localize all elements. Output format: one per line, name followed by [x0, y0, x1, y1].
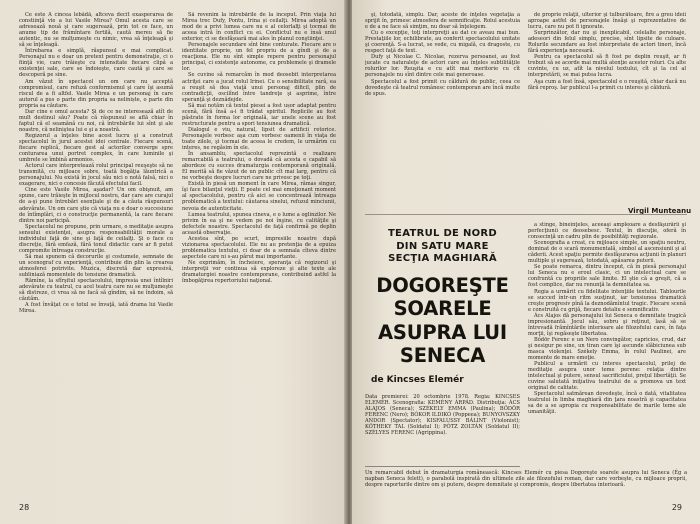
- left-column-2: [182, 12, 336, 490]
- right-top-column-2: [528, 12, 686, 202]
- article-headline: [365, 274, 520, 368]
- paragraph: Întrebarea e simplă, răspunsul e mai complicat. Personajul nu e doar un pretext pentru demonstraţie, ci o fiinţă vie, care trăieşte cu intensitate fiecare clipă a existenţei sale, care se îndoieşte, care caută şi care se descoperă pe sine.: [19, 48, 173, 79]
- paragraph: Actorul care interpretează rolul principal reuşeşte să ne transmită, cu mijloace sobre, toată bogăţia lăuntrică a personajului. Nu există în jocul său nici o notă falsă, nici o exagerare, nici o concesie făcută efectului facil.: [19, 163, 173, 188]
- paragraph: Publicul a urmărit cu interes spectacolul, prilej de meditaţie asupra unor teme perene: relaţia dintre intelectual şi putere, sensul sacrificiului, preţul libertăţii. Se cuvine salutată iniţiativa teatrului de a promova un text original de calitate.: [528, 361, 686, 392]
- paragraph: Pentru ca spectacolul să fi fost pe deplin reuşit, ar fi trebuit să se acorde mai multă atenţie acestor roluri. Cu alte cuvinte, cu uz, atît la nivelul textului, cît şi la cel al interpretării, se mai putea lucra.: [528, 54, 686, 79]
- page-number-left: 28: [19, 503, 30, 512]
- paragraph: şi, totodată, simplu. Dar, aceste de înţeles vegetaţia a sprijit în, primesc atmosfera de semnificaţie. Rolul acestuia e de a ne face să simţim, nu doar să înţelegem.: [365, 12, 520, 31]
- paragraph: Lumea teatrului, spunea cineva, e o lume a oglinzilor. Ne privim în ea şi ne vedem pe noi înşine, cu calităţile şi defectele noastre. Spectacolul de faţă confirmă pe deplin această observaţie.: [182, 211, 336, 236]
- paragraph: Există în piesă un moment în care Mirea, rămas singur, îşi face bilanţul vieţii. E poate cel mai emoţionant moment al spectacolului, pentru că aici se concentrează întreaga problematică a textului: căutarea sinelui, refuzul minciunii, nevoia de autenticitate.: [182, 181, 336, 212]
- article-lead: Un remarcabil debut în dramaturgia românească: Kincses Elemér cu piesa Dogoreşte soarele asupra lui Seneca (Ég a napban Seneca felett), o parabolă inspirată din ultimele zile ale filozofului roman, dar care vorbeşte, cu mijloace proprii, despre raporturile dintre om şi putere, despre demnitate şi compromis, despre libertatea interioară.: [365, 470, 687, 489]
- paragraph: Surprinzător, dar nu şi inexplicabil, celelalte personaje, adeseori din felul simplu, precise, sînt lipsite de culoare. Rolurile secundare au fost interpretate de actori tineri, încă fără experienţa necesară.: [528, 30, 686, 55]
- right-top-column-1: [365, 12, 520, 172]
- paragraph: Aşa cum a fost însă, spectacolul e o reuşită, chiar dacă nu fără reproş. Iar publicul l-a primit cu interes şi căldură.: [528, 78, 686, 91]
- paragraph: Regia a urmărit cu fidelitate intenţiile textului. Tablourile se succed într-un ritm susţinut, iar tensiunea dramatică creşte progresiv pînă la deznodămîntul tragic. Fiecare scenă e construită cu grijă, fiecare detaliu e semnificativ.: [528, 288, 686, 313]
- paragraph: Bődör Ferenc e un Nero convingător, capricios, crud, dar şi nesigur pe sine, un tiran care îşi ascunde slăbiciunea sub masca violenţei. Székely Emma, în rolul Paulinei, are momente de mare emoţie.: [528, 336, 686, 362]
- kicker-line: SECŢIA MAGHIARĂ: [388, 253, 497, 264]
- paragraph: Scenografia a creat, cu mijloace simple, un spaţiu neutru, dominat de o scară monumentală, simbol al ascensiunii şi al căderii. Acest spaţiu permite desfăşurarea acţiunii în planuri multiple şi sugerează, totodată, apăsarea puterii.: [528, 240, 686, 265]
- kicker-line: TEATRUL DE NORD: [387, 228, 498, 239]
- paragraph: Ne exprimăm, în încheiere, speranţa că regizorul şi interpreţii vor continua să exploreze şi alte texte ale dramaturgiei noastre contemporane, contribuind astfel la îmbogăţirea repertoriului naţional.: [182, 259, 336, 285]
- kicker-line: DIN SATU MARE: [396, 240, 489, 252]
- paragraph: Să mai spunem că decorurile şi costumele, semnate de un scenograf cu experienţă, contribuie din plin la crearea atmosferei potrivite. Muzica, discretă dar expresivă, subliniază momentele de tensiune dramatică.: [19, 253, 173, 279]
- paragraph: Spectacolul a fost primit cu căldură de public, ceea ce dovedeşte că teatrul românesc contemporan are încă multe de spus.: [365, 78, 520, 97]
- paragraph: Rămîne, la sfîrşitul spectacolului, impresia unei întîlniri adevărate cu teatrul, cu acel teatru care nu se mulţumeşte să distreze, ci vrea să ne facă să gîndim, să ne îndoim, să căutăm.: [19, 278, 173, 303]
- paragraph: Să mai notăm că textul piesei a fost ușor adaptat pentru scenă, fără însă a-i fi trădat spiritul. Replicile au fost păstrate în forma lor originală, iar unele scene au fost restructurate pentru a spori tensiunea dramatică.: [182, 102, 336, 127]
- review-signature: Virgil Munteanu: [628, 207, 692, 215]
- paragraph: Să revenim la întrebările de la început. Prin viaţa lui Mirea trec Dufy, Pontu, Irina și ceilalţi. Mirea adoptă un mod de a privi lumea care nu e al celorlalţi şi tocmai de aceea intră în conflict cu ei. Conflictul nu e însă unul exterior, ci se desfăşoară mai ales în planul conştiinţei.: [182, 12, 336, 43]
- paragraph: Dufy şi Nicolae C. Nicolae, rezerva persoanei, au fost jucate cu naturaleţe de actori care au înţeles subtilităţile rolurilor lor. Reuşita e cu atît mai meritorie cu cît personajele nu sînt dintre cele mai generoase.: [365, 54, 520, 79]
- paragraph: Ács Alajos dă personajului lui Seneca o demnitate tragică impresionantă. Jocul său, sobru şi reţinut, lasă să se întrevadă frămîntările interioare ale filozofului care, în faţa morţii, îşi regăseşte libertatea.: [528, 312, 686, 337]
- section-divider: [365, 214, 687, 215]
- theater-kicker: [365, 228, 520, 266]
- left-page: [0, 0, 346, 524]
- paragraph: A fost învăţat ce e totul se învaţă, iată drama lui Vasile Mirea.: [19, 302, 173, 315]
- paragraph: Dialogul e viu, natural, lipsit de artificii retorice. Personajele vorbesc aşa cum vorbesc oamenii în viaţa de toate zilele, şi tocmai de aceea le credem, le urmărim cu interes, ne regăsim în ele.: [182, 126, 336, 152]
- paragraph: Spectacolul satmărean dovedeşte, încă o dată, vitalitatea teatrului în limba maghiară din ţara noastră şi capacitatea sa de a se apropia cu responsabilitate de marile teme ale umanităţii.: [528, 391, 686, 416]
- right-article-column: [528, 222, 686, 466]
- headline-line: DOGOREŞTE: [376, 273, 509, 297]
- left-column-1: [19, 12, 173, 490]
- paragraph: Ce este A cincea lebădă, altceva decît exasperarea de constiinţă vie a lui Vasile Mirea? Omul acesta care se adresează nouă şi care sugerează, prin tot ce face, un anume tip de frămîntare fertilă, caută mereu să fie autentic, nu se mulţumeşte cu nimic, vrea să înţeleagă şi să se înţeleagă.: [19, 12, 173, 49]
- paragraph: Personajele secundare sînt bine conturate. Fiecare are o identitate proprie, un fel propriu de a gîndi şi de a reacţiona. Ele nu sînt simple repere pentru personajul principal, ci existenţe autonome, cu problemele şi dramele lor.: [182, 42, 336, 73]
- paragraph: a stinge, bineînţeles, aceeaşi ampleoare a desfăşurării şi perfecţiunii ce deosebesc. Textul, în discuţie, oferă în consecinţă un cadru plin de posibilităţi regizorale.: [528, 222, 686, 241]
- paragraph: În ansamblu, spectacolul reprezintă o realizare remarcabilă a teatrului, o dovadă că acesta e capabil să abordeze cu succes dramaturgia contemporană originală. El merită să fie văzut de un public cît mai larg, pentru că ne vorbeşte despre lucruri care ne privesc pe toţi.: [182, 151, 336, 182]
- production-credits: Data premierei: 20 octombrie 1978. Regia: KINCSES ELEMÉR. Scenografia: KEMÉNY ÁRPÁD. Distribuţia: ÁCS ALAJOS (Seneca); SZÉKELY EMMA (Paulina); BŐDÖR FERENC (Nero); BÓKOR ILDIKÓ (Poppeea); BUNYOVSZKY ANDOR (Spectator); KISFALUSSY BÁLINT (Violonist); KÖTHEKY TAL (Soldatul I); PÓTZ ZOLTÁN (Soldatul II); SZÉLYES FERENC (Agrippina).: [365, 394, 520, 437]
- paragraph: Se cuvine să remarcăm în mod deosebit interpretarea actriţei care a jucat rolul Irinei. Cu o sensibilitate rară, ea a reuşit să dea viaţă unui personaj dificil, plin de contradicţii, oscilînd între tandreţe şi asprime, între speranţă şi deznădejde.: [182, 72, 336, 103]
- headline-line: SOARELE: [393, 297, 492, 320]
- paragraph: Regizorul a înţeles bine acest lucru şi a construit spectacolul în jurul acestei idei centrale. Fiecare scenă, fiecare replică, fiecare gest al actorilor converge spre conturarea unui portret complex, în care luminile şi umbrele se îmbină armonios.: [19, 132, 173, 164]
- paragraph: Acestea sînt, pe scurt, impresiile noastre după vizionarea spectacolului. Ele nu au pretenţia de a epuiza problematica textului, ci doar de a semnala cîteva dintre aspectele care ni s-au părut mai importante.: [182, 235, 336, 260]
- headline-line: ASUPRA LUI SENECA: [378, 320, 507, 367]
- article-header: [365, 228, 520, 385]
- paragraph: Am văzut în spectacol un om care nu acceptă compromisul, care refuză conformismul şi care îşi asumă riscul de a fi altfel. Vasile Mirea e un personaj în care autorul a pus o parte din propria sa neliniște, o parte din propria sa căutare.: [19, 78, 173, 109]
- paragraph: Cu o excepţie, toţi interpreţii au dat ce aveau mai bun. Prestaţiile lor, echilibrate, au conferit spectacolului unitate şi coerenţă. S-a lucrat, se vede, cu migală, cu dragoste, cu respect faţă de text.: [365, 30, 520, 55]
- right-page: [352, 0, 700, 524]
- paragraph: Se poate remarca, dintru început, că în piesă personajul lui Seneca nu e eroul clasic, ci un intelectual care se confruntă cu propriile sale limite. El ştie că a greşit, că a fost complice, dar nu renunţă la demnitatea sa.: [528, 264, 686, 289]
- paragraph: Cine este Vasile Mirea, aşadar? Un om obişnuit, am spune, care trăieşte în mijlocul nostru, dar care are curajul de a-şi pune întrebări esenţiale şi de a căuta răspunsuri adevărate. Un om care ştie că viaţa nu e doar o succesiune de întîmplări, ci o construcţie permanentă, la care fiecare dintre noi participă.: [19, 187, 173, 224]
- paragraph: de proprie relaţii, ulterior şi tulburătoare, fire a greu ideii aproape astfel de personajele însăşi şi reprezentative de lucru, care nu pot fi ignorate.: [528, 12, 686, 31]
- credits-divider: [365, 466, 520, 467]
- paragraph: Dar cine e omul acesta? Şi de ce ne interesează atît de mult destinul său? Poate că răspunsul se află chiar în faptul că el seamănă cu noi, că întrebările lui sînt şi ale noastre, că neliniştea lui e şi a noastră.: [19, 108, 173, 133]
- page-number-right: 29: [671, 503, 682, 512]
- paragraph: Spectacolul ne propune, prin urmare, o meditaţie asupra sensului existenţei, asupra responsabilităţii morale a individului faţă de sine şi faţă de ceilalţi. Şi o face cu discreţie, fără emfază, fără tonul didactic care ar fi putut compromite întreaga construcţie.: [19, 223, 173, 254]
- article-author: de Kincses Elemér: [371, 374, 464, 385]
